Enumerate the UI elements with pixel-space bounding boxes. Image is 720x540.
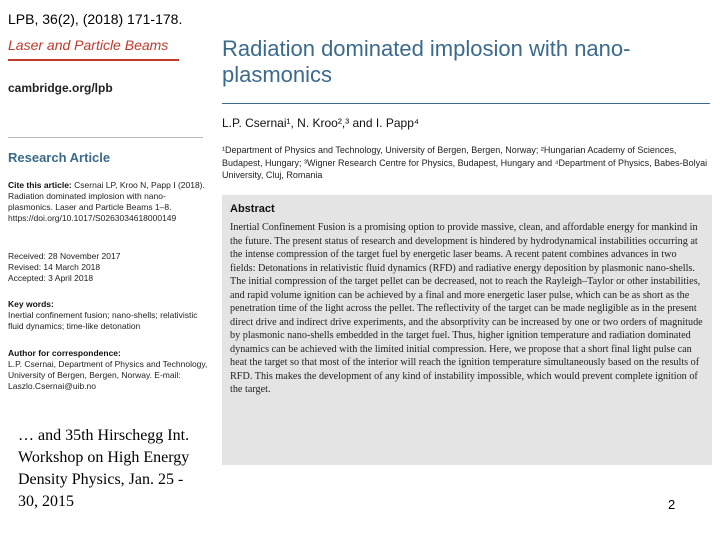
keywords-label: Key words: (8, 299, 54, 309)
sidebar-divider (8, 137, 203, 138)
title-divider (222, 103, 710, 104)
article-affiliations: ¹Department of Physics and Technology, University of Bergen, Bergen, Norway; ²Hungarian Academy of Sciences, Budapest, Hungary; ³Wigner Research Centre for Physics, Budapest, Hungary and ⁴Department of Physics, Babes-Bolyai University, Cluj, Romania (222, 145, 708, 180)
cite-block (8, 180, 208, 224)
section-type: Research Article (8, 150, 111, 165)
cite-label: Cite this article: (8, 180, 72, 190)
accepted-date: Accepted: 3 April 2018 (8, 273, 94, 283)
cite-text: Csernai LP, Kroo N, Papp I (2018). Radiation dominated implosion with nano-plasmonics. Laser and Particle Beams 1–8. https://doi.org/10.1017/S0263034618000149 (8, 180, 205, 223)
received-date: Received: 28 November 2017 (8, 251, 121, 261)
page-number: 2 (668, 497, 676, 512)
journal-name: Laser and Particle Beams (8, 37, 169, 53)
correspondence-label: Author for correspondence: (8, 348, 121, 358)
correspondence-block (8, 348, 208, 392)
dates-block (8, 251, 208, 284)
keywords-block (8, 299, 208, 332)
article-authors: L.P. Csernai¹, N. Kroo²,³ and I. Papp⁴ (222, 116, 420, 130)
abstract-heading: Abstract (230, 203, 275, 215)
journal-site: cambridge.org/lpb (8, 81, 113, 95)
journal-divider (8, 59, 179, 61)
workshop-note: … and 35th Hirschegg Int. Workshop on High Energy Density Physics, Jan. 25 - 30, 2015 (18, 427, 190, 510)
keywords-text: Inertial confinement fusion; nano-shells; relativistic fluid dynamics; time-like detonation (8, 310, 198, 331)
correspondence-text: L.P. Csernai, Department of Physics and Technology, University of Bergen, Bergen, Norway. E-mail: Laszlo.Csernai@uib.no (8, 359, 208, 391)
citation-header: LPB, 36(2), (2018) 171-178. (8, 11, 183, 27)
abstract-text: Inertial Confinement Fusion is a promising option to provide massive, clean, and affordable energy for mankind in the future. The present status of research and development is hindered by hydrodynamical instabilities occurring at the intense compression of the target fuel by energetic laser beams. A recent patent combines advances in two fields: Detonations in relativistic fluid dynamics (RFD) and radiative energy deposition by plasmonic nano-shells. The initial compression of the target pellet can be decreased, not to reach the Rayleigh–Taylor or other instabilities, and rapid volume ignition can be achieved by a final and more energetic laser pulse, which can be as short as the penetration time of the light across the pellet. The reflectivity of the target can be made negligible as in the present direct drive and indirect drive experiments, and the absorptivity can be increased by one or two orders of magnitude by plasmonic nano-shells embedded in the target fuel. Thus, higher ignition temperature and radiation dominated dynamics can be achieved with the limited initial compression. Here, we propose that a short final light pulse can heat the target so that most of the interior will reach the ignition temperature simultaneously based on the results of RFD. This makes the development of any kind of instability impossible, which would prevent complete ignition of the target. (230, 222, 703, 395)
revised-date: Revised: 14 March 2018 (8, 262, 101, 272)
article-title: Radiation dominated implosion with nano-plasmonics (222, 36, 631, 87)
